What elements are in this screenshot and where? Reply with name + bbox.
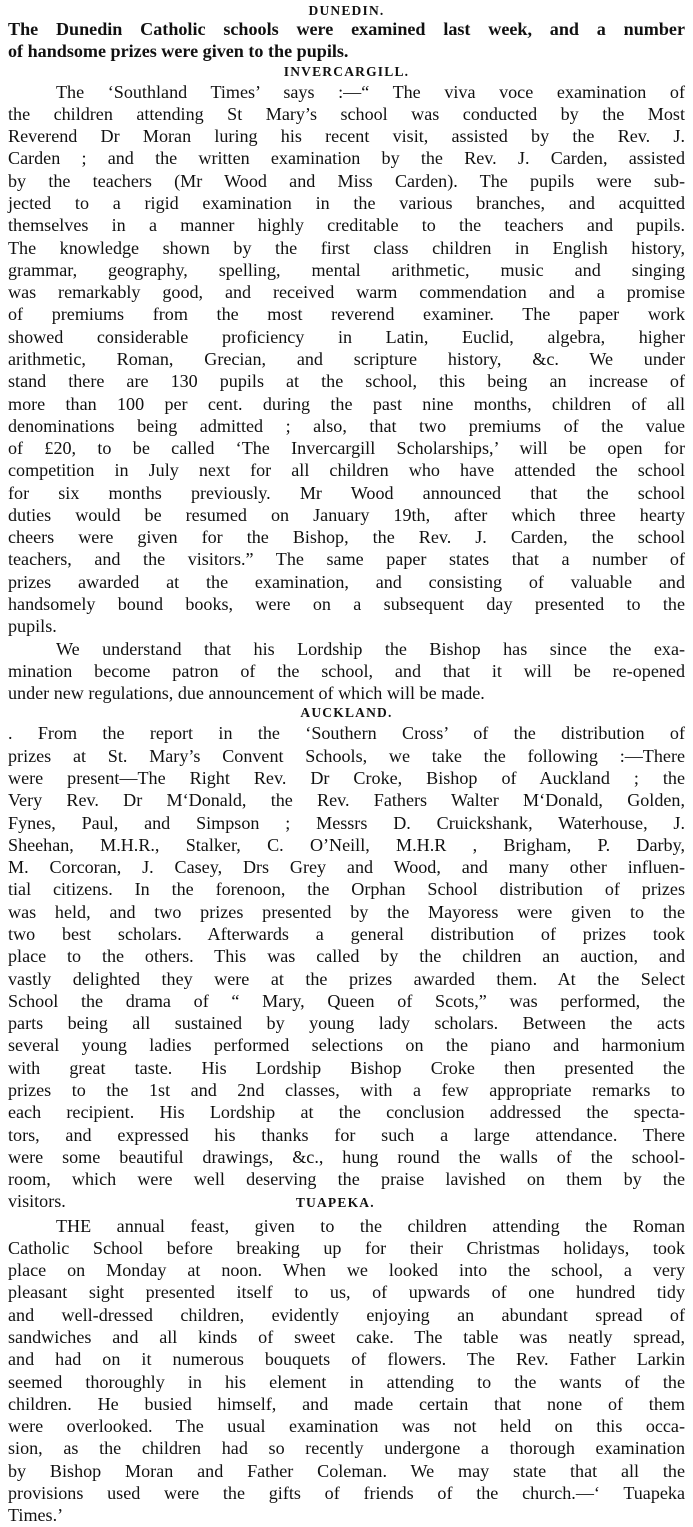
text-line: several young ladies performed selections on the piano and harmonium: [8, 1035, 685, 1056]
text-line: room, which were well deserving the praise lavished on them by the: [8, 1169, 685, 1190]
section-body-dunedin: [8, 18, 685, 63]
text-line: of premiums from the most reverend examiner. The paper work: [8, 304, 685, 325]
text-line: . From the report in the ‘Southern Cross’ of the distribution of: [8, 723, 685, 744]
text-line: sandwiches and all kinds of sweet cake. The table was neatly spread,: [8, 1327, 685, 1348]
text-line: prizes at St. Mary’s Convent Schools, we take the following :—There: [8, 745, 685, 766]
section-dunedin: [8, 4, 685, 63]
text-line: with great taste. His Lordship Bishop Croke then presented the: [8, 1057, 685, 1078]
text-line: handsomely bound books, were on a subsequent day presented to the: [8, 594, 685, 615]
section-auckland: [8, 706, 685, 1214]
text-line: duties would be resumed on January 19th, after which three hearty: [8, 504, 685, 525]
text-line: tial citizens. In the forenoon, the Orphan School distribution of prizes: [8, 879, 685, 900]
text-line: and well-dressed children, evidently enjoying an abundant spread of: [8, 1304, 685, 1325]
text-line: place to the others. This was called by the children an auction, and: [8, 946, 685, 967]
text-line: vastly delighted they were at the prizes awarded them. At the Select: [8, 968, 685, 989]
text-line: mination become patron of the school, and that it will be re-opened: [8, 660, 685, 681]
text-line: cheers were given for the Bishop, the Rev. J. Carden, the school: [8, 527, 685, 548]
section-heading-dunedin: DUNEDIN.: [308, 3, 385, 18]
text-line: THE annual feast, given to the children attending the Roman: [56, 1215, 685, 1236]
text-line: provisions used were the gifts of friends of the church.—‘ Tuapeka: [8, 1483, 685, 1503]
text-line: prizes awarded at the examination, and consisting of valuable and: [8, 571, 685, 592]
text-line: under new regulations, due announcement of which will be made.: [8, 683, 485, 704]
text-line: jected to a rigid examination in the various branches, and acquitted: [8, 192, 685, 213]
text-line: prizes to the 1st and 2nd classes, with a few appropriate remarks to: [8, 1079, 685, 1100]
text-line: School the drama of “ Mary, Queen of Scots,” was performed, the: [8, 990, 685, 1011]
section-heading-invercargill: INVERCARGILL.: [283, 63, 410, 79]
text-line: teachers, and the visitors.” The same paper states that a number of: [8, 549, 685, 570]
text-line: Times.’: [8, 1505, 64, 1526]
text-line: the children attending St Mary’s school was conducted by the Most: [8, 103, 685, 124]
text-line: by Bishop Moran and Father Coleman. We may state that all the: [8, 1460, 685, 1481]
section-invercargill: [8, 65, 685, 705]
text-line: tors, and expressed his thanks for such a large attendance. There: [8, 1124, 685, 1145]
text-line: more than 100 per cent. during the past nine months, children of all: [8, 393, 685, 414]
text-line: grammar, geography, spelling, mental arithmetic, music and singing: [8, 259, 685, 280]
text-line: seemed thoroughly in his element in attending to the wants of the: [8, 1371, 685, 1392]
text-line: sion, as the children had so recently undergone a thorough examination: [8, 1438, 685, 1459]
text-line: for six months previously. Mr Wood announced that the school: [8, 482, 685, 503]
text-line: denominations being admitted ; also, that two premiums of the value: [8, 415, 685, 436]
text-line: were overlooked. The usual examination was not held on this occa-: [8, 1416, 685, 1437]
text-line: pleasant sight presented itself to us, of upwards of one hundred tidy: [8, 1282, 685, 1303]
text-line: arithmetic, Roman, Grecian, and scripture history, &c. We under: [8, 348, 685, 369]
text-line: competition in July next for all children who have attended the school: [8, 460, 685, 481]
text-line: were present—The Right Rev. Dr Croke, Bishop of Auckland ; the: [8, 768, 685, 788]
text-line: each recipient. His Lordship at the conclusion addressed the specta-: [8, 1102, 685, 1123]
section-heading-tuapeka: TUAPEKA.: [295, 1195, 375, 1211]
text-line: pupils.: [8, 616, 57, 637]
text-line: The Dunedin Catholic schools were examined last week, and a number: [8, 19, 685, 39]
text-line: by the teachers (Mr Wood and Miss Carden). The pupils were sub-: [8, 170, 685, 191]
text-line: stand there are 130 pupils at the school, this being an increase of: [8, 371, 685, 392]
section-body-auckland: [8, 722, 685, 1214]
text-line: Fynes, Paul, and Simpson ; Messrs D. Cruickshank, Waterhouse, J.: [8, 812, 685, 833]
text-line: place on Monday at noon. When we looked into the school, a very: [8, 1260, 685, 1281]
section-tuapeka: [8, 1215, 685, 1527]
text-line: of handsome prizes were given to the pupils.: [8, 41, 349, 62]
text-line: Sheehan, M.H.R., Stalker, C. O’Neill, M.H.R , Brigham, P. Darby,: [8, 834, 685, 855]
text-line: of £20, to be called ‘The Invercargill Scholarships,’ will be open for: [8, 438, 685, 459]
text-line: were some beautiful drawings, &c., hung round the walls of the school-: [8, 1146, 685, 1167]
text-line: The ‘Southland Times’ says :—“ The viva voce examination of: [56, 81, 685, 102]
text-line: Reverend Dr Moran luring his recent visit, assisted by the Rev. J.: [8, 126, 685, 147]
text-line: Very Rev. Dr M‘Donald, the Rev. Fathers Walter M‘Donald, Golden,: [8, 790, 685, 811]
text-line: M. Corcoran, J. Casey, Drs Grey and Wood, and many other influen-: [8, 857, 685, 878]
text-line: [8, 1190, 685, 1214]
text-line: themselves in a manner highly creditable to the teachers and pupils.: [8, 215, 685, 236]
text-line: Catholic School before breaking up for their Christmas holidays, took: [8, 1237, 685, 1258]
text-line: was held, and two prizes presented by the Mayoress were given to the: [8, 901, 685, 922]
text-line: parts being all sustained by young lady scholars. Between the acts: [8, 1013, 685, 1034]
text-line: We understand that his Lordship the Bishop has since the exa-: [56, 638, 685, 659]
text-line-end: visitors.: [8, 1191, 66, 1212]
section-body-invercargill: [8, 81, 685, 705]
text-line: Carden ; and the written examination by the Rev. J. Carden, assisted: [8, 148, 685, 169]
section-heading-auckland: AUCKLAND.: [300, 705, 393, 721]
section-body-tuapeka: [8, 1215, 685, 1527]
text-line: The knowledge shown by the first class children in English history,: [8, 237, 685, 258]
text-line: and had on it numerous bouquets of flowers. The Rev. Father Larkin: [8, 1349, 685, 1370]
text-line: was remarkably good, and received warm commendation and a promise: [8, 282, 685, 303]
text-line: two best scholars. Afterwards a general distribution of prizes took: [8, 923, 685, 944]
text-line: showed considerable proficiency in Latin, Euclid, algebra, higher: [8, 326, 685, 347]
text-line: children. He busied himself, and made certain that none of them: [8, 1393, 685, 1414]
